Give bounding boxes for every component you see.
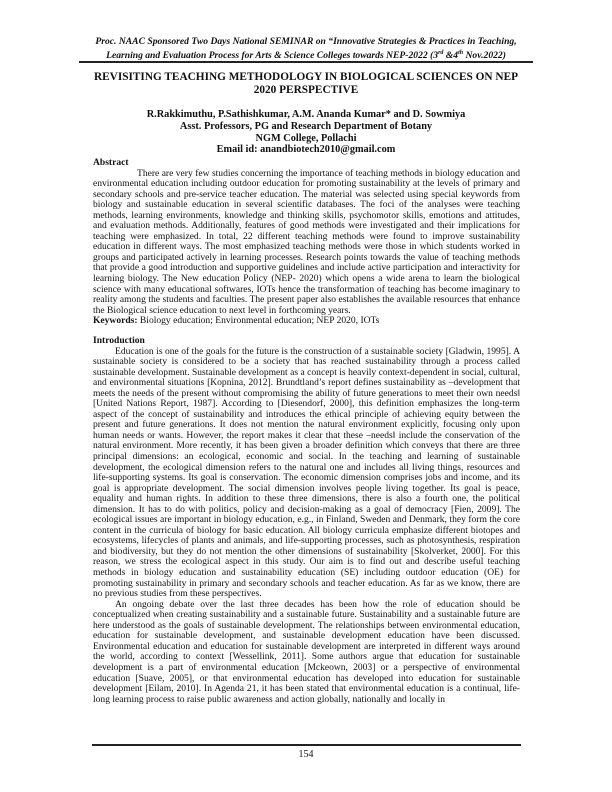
author-college: NGM College, Pollachi (255, 132, 357, 144)
superscript-th: th (458, 49, 464, 56)
footer-divider (92, 744, 521, 746)
header-line-1: Proc. NAAC Sponsored Two Days National SEMINAR on “Innovative Strategies & Practices in Teaching, (95, 36, 517, 47)
abstract-section (93, 158, 520, 327)
abstract-text: There are very few studies concerning the importance of teaching methods in biology education and environmental education including outdoor education for promoting sustainability at the levels of primary and secondary schools and pre-service teacher education. The material was selected using special keywords from biology and sustainable education in several scientific databases. The foci of the analyses were teaching methods, learning environments, knowledge and thinking skills, psychomotor skills, emotions and attitudes, and evaluation methods. Additionally, features of good methods were investigated and their implications for teaching were emphasized. In total, 22 different teaching methods were found to improve sustainability education in different ways. The most emphasized teaching methods were those in which students worked in groups and participated actively in learning processes. Research points towards the value of teaching methods that provide a good introduction and supportive guidelines and include active participation and interactivity for learning biology. The New education Policy (NEP- 2020) which opens a wide arena to learn the biological science with many educational softwares, IOTs hence the transformation of teaching has become imaginary to reality among the students and faculties. The present paper also establishes the available resources that enhance the Biological science education to next level in forthcoming years. (93, 167, 520, 316)
page-number: 154 (298, 749, 314, 760)
introduction-heading: Introduction (93, 335, 145, 346)
keywords-line (93, 316, 520, 327)
header-line-2-mid: &4 (443, 49, 459, 61)
introduction-paragraph-1: Education is one of the goals for the future is the construction of a sustainable society [Gladwin, 1995]. A sustainable society is considered to be a society that has reached sustainability through a process called sustainable development. Sustainable development as a concept is heavily context-dependent in social, cultural, and environmental situations [Kopnina, 2012]. Brundtland’s report defines sustainability as –development that meets the needs of the present without compromising the ability of future generations to meet their own needs‖ [United Nations Report, 1987]. According to [Diesendorf, 2000], this definition emphasizes the long-term aspect of the concept of sustainability and introduces the ethical principle of achieving equity between the present and future generations. It does not mention the natural environment explicitly, focusing only upon human needs or wants. However, the report makes it clear that these –needs‖ include the conservation of the natural environment. More recently, it has been given a broader definition which conveys that there are three principal dimensions: an ecological, economic and social. In the teaching and learning of sustainable development, the ecological dimension refers to the natural one and includes all living things, resources and life-supporting systems. Its goal is conservation. The economic dimension comprises jobs and income, and its goal is appropriate development. The social dimension involves people living together. Its goal is peace, equality and human rights. In addition to these three dimensions, there is also a fourth one, the political dimension. It has to do with politics, policy and decision-making as a goal of democracy [Fien, 2009]. The ecological issues are important in biology education, e.g., in Finland, Sweden and Denmark, they form the core content in the curricula of biology for basic education. All biology curricula emphasize different biotopes and ecosystems, lifecycles of plants and animals, and life-supporting processes, such as photosynthesis, respiration and biodiversity, but they do not mention the other dimensions of sustainability [Skolverket, 2000]. For this reason, we stress the ecological aspect in this study. Our aim is to find out and describe useful teaching methods in biology education and sustainability education (SE) including outdoor education (OE) for promoting sustainability in primary and secondary schools and teacher education. As far as we know, there are no previous studies from these perspectives. (93, 345, 520, 600)
header-line-2-end: Nov.2022) (463, 49, 506, 61)
keywords-values: Biology education; Environmental education; NEP 2020, IOTs (137, 315, 380, 327)
running-header (80, 36, 532, 61)
title-line-2: 2020 PERSPECTIVE (253, 84, 359, 96)
introduction-paragraph-2: An ongoing debate over the last three decades has been how the role of education should be conceptualized when creating sustainability and a sustainable future. Sustainability and a sustainable future are here understood as the goals of sustainable development. The relationships between environmental education, education for sustainable development, and sustainable development education have been discussed. Environmental education and education for sustainable development are interpreted in different ways around the world, according to context [Wessellink, 2011]. Some authors argue that education for sustainable development is a part of environmental education [Mckeown, 2003] or a perspective of environmental education [Suave, 2005], or that environmental education has developed into education for sustainable development [Eilam, 2010]. In Agenda 21, it has been stated that environmental education is a continual, life-long learning process to raise public awareness and action globally, nationally and locally in (93, 598, 520, 705)
header-line-2-text: Learning and Evaluation Process for Arts & Science Colleges towards NEP-2022 (3 (106, 49, 439, 61)
author-block (70, 109, 542, 156)
paper-title (70, 71, 542, 97)
author-email: Email id: anandbiotech2010@gmail.com (216, 144, 396, 156)
author-names: R.Rakkimuthu, P.Sathishkumar, A.M. Ananda Kumar* and D. Sowmiya (146, 109, 466, 120)
abstract-heading: Abstract (93, 157, 129, 168)
header-divider (79, 61, 533, 63)
introduction-section (93, 336, 520, 705)
keywords-label: Keywords: (93, 315, 138, 327)
header-line-2 (80, 48, 532, 62)
author-affiliation: Asst. Professors, PG and Research Department of Botany (179, 120, 433, 132)
title-line-1: REVISITING TEACHING METHODOLOGY IN BIOLOGICAL SCIENCES ON NEP (93, 71, 519, 83)
superscript-rd: rd (438, 49, 444, 56)
